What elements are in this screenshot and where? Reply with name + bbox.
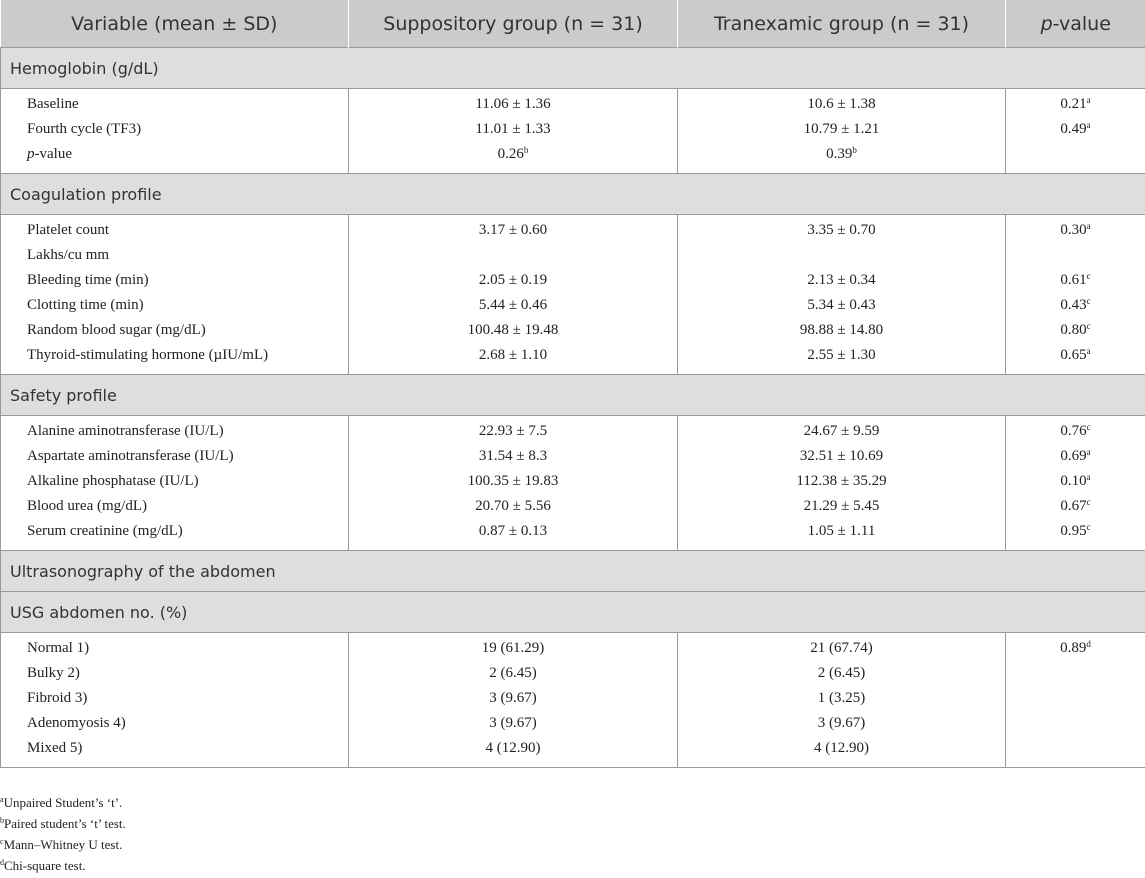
suppository-value: 2.68 ± 1.10	[349, 343, 678, 375]
footnote-mark: a	[0, 795, 4, 804]
row-label: Bulky 2)	[1, 661, 349, 686]
table-row	[1, 215, 1145, 244]
row-label: Alanine aminotransferase (IU/L)	[1, 416, 349, 445]
tranexamic-value: 10.79 ± 1.21	[678, 117, 1006, 142]
suppository-value: 0.87 ± 0.13	[349, 519, 678, 551]
table-row	[1, 469, 1145, 494]
row-label: Platelet count	[1, 215, 349, 244]
tranexamic-value: 24.67 ± 9.59	[678, 416, 1006, 445]
p-value: 0.61	[1060, 272, 1087, 288]
p-value-cell	[1006, 711, 1145, 736]
footnote-mark: c	[0, 837, 4, 846]
suppository-value: 3.17 ± 0.60	[349, 215, 678, 244]
suppository-value: 22.93 ± 7.5	[349, 416, 678, 445]
p-rest: -value	[34, 146, 72, 162]
header-p-rest: -value	[1052, 12, 1111, 35]
row-label: Clotting time (min)	[1, 293, 349, 318]
row-label: Thyroid-stimulating hormone (µIU/mL)	[1, 343, 349, 375]
section-row-safety	[1, 375, 1145, 416]
row-label: Random blood sugar (mg/dL)	[1, 318, 349, 343]
p-note: c	[1086, 422, 1091, 432]
row-label: Alkaline phosphatase (IU/L)	[1, 469, 349, 494]
suppository-value: 2.05 ± 0.19	[349, 268, 678, 293]
p-value-cell	[1006, 633, 1145, 662]
table-row	[1, 736, 1145, 768]
p-italic: p	[27, 146, 35, 162]
p-value: 0.69	[1060, 448, 1087, 464]
table-row	[1, 661, 1145, 686]
p-note: a	[1086, 447, 1091, 457]
header-p-value	[1006, 0, 1145, 48]
tranexamic-value: 10.6 ± 1.38	[678, 89, 1006, 118]
suppository-value: 4 (12.90)	[349, 736, 678, 768]
section-title: Coagulation profile	[1, 174, 1145, 215]
p-value-cell	[1006, 519, 1145, 551]
p-value-cell	[1006, 117, 1145, 142]
tranexamic-value: 98.88 ± 14.80	[678, 318, 1006, 343]
p-value-cell	[1006, 494, 1145, 519]
table-row	[1, 711, 1145, 736]
tranexamic-value: 1 (3.25)	[678, 686, 1006, 711]
suppository-value: 3 (9.67)	[349, 686, 678, 711]
header-suppository-group: Suppository group (n = 31)	[349, 0, 678, 48]
footnote-mark: d	[0, 858, 4, 867]
p-value: 0.67	[1060, 498, 1087, 514]
footnote-text: Unpaired Student’s ‘t’.	[3, 795, 123, 810]
p-value-cell	[1006, 469, 1145, 494]
row-label: Bleeding time (min)	[1, 268, 349, 293]
p-note: c	[1086, 271, 1091, 281]
row-label: Baseline	[1, 89, 349, 118]
table-row	[1, 243, 1145, 268]
section-title: Ultrasonography of the abdomen	[1, 551, 1145, 592]
section-title: Hemoglobin (g/dL)	[1, 48, 1145, 89]
section-title: USG abdomen no. (%)	[1, 592, 1145, 633]
table-row	[1, 268, 1145, 293]
suppository-value: 20.70 ± 5.56	[349, 494, 678, 519]
p-value: 0.89	[1060, 640, 1087, 656]
tranexamic-value-cell	[678, 142, 1006, 174]
table-row	[1, 89, 1145, 118]
p-value: 0.10	[1060, 473, 1087, 489]
suppository-note: b	[523, 145, 529, 155]
tranexamic-value: 2.13 ± 0.34	[678, 268, 1006, 293]
p-value-cell	[1006, 736, 1145, 768]
p-value-cell	[1006, 268, 1145, 293]
tranexamic-value	[678, 243, 1006, 268]
footnote	[0, 813, 126, 834]
section-row-hemoglobin	[1, 48, 1145, 89]
footnote-text: Paired student’s ‘t’ test.	[4, 816, 126, 831]
tranexamic-value: 3 (9.67)	[678, 711, 1006, 736]
p-note: c	[1086, 321, 1091, 331]
table-row	[1, 444, 1145, 469]
table-row	[1, 117, 1145, 142]
tranexamic-value: 32.51 ± 10.69	[678, 444, 1006, 469]
row-label: Aspartate aminotransferase (IU/L)	[1, 444, 349, 469]
p-value-cell	[1006, 661, 1145, 686]
row-label: Fourth cycle (TF3)	[1, 117, 349, 142]
p-value-cell	[1006, 243, 1145, 268]
p-note: c	[1086, 497, 1091, 507]
p-value-cell	[1006, 686, 1145, 711]
footnote	[0, 792, 126, 813]
row-label: Fibroid 3)	[1, 686, 349, 711]
p-value: 0.95	[1060, 523, 1087, 539]
tranexamic-value: 0.39	[826, 146, 853, 162]
suppository-value: 100.35 ± 19.83	[349, 469, 678, 494]
tranexamic-value: 2 (6.45)	[678, 661, 1006, 686]
footnote-mark: b	[0, 816, 4, 825]
p-value: 0.65	[1060, 347, 1087, 363]
p-value-cell	[1006, 416, 1145, 445]
p-value: 0.43	[1060, 297, 1087, 313]
suppository-value: 19 (61.29)	[349, 633, 678, 662]
tranexamic-value: 4 (12.90)	[678, 736, 1006, 768]
table-row	[1, 416, 1145, 445]
row-label: Blood urea (mg/dL)	[1, 494, 349, 519]
suppository-value: 11.06 ± 1.36	[349, 89, 678, 118]
suppository-value-cell	[349, 142, 678, 174]
row-label: Mixed 5)	[1, 736, 349, 768]
table-row	[1, 318, 1145, 343]
suppository-value	[349, 243, 678, 268]
footnote-text: Chi-square test.	[4, 858, 86, 873]
header-p-italic: p	[1040, 12, 1053, 35]
p-value: 0.80	[1060, 322, 1087, 338]
tranexamic-value: 21 (67.74)	[678, 633, 1006, 662]
table-row	[1, 494, 1145, 519]
p-note: a	[1086, 95, 1091, 105]
row-label: Lakhs/cu mm	[1, 243, 349, 268]
p-value: 0.30	[1060, 222, 1087, 238]
p-value-cell	[1006, 343, 1145, 375]
p-note: a	[1086, 472, 1091, 482]
tranexamic-value: 21.29 ± 5.45	[678, 494, 1006, 519]
p-value-cell	[1006, 293, 1145, 318]
tranexamic-value: 112.38 ± 35.29	[678, 469, 1006, 494]
footnotes	[0, 792, 126, 876]
table-row	[1, 343, 1145, 375]
row-label	[1, 142, 349, 174]
table-row	[1, 293, 1145, 318]
suppository-value: 2 (6.45)	[349, 661, 678, 686]
p-value-cell	[1006, 318, 1145, 343]
suppository-value: 11.01 ± 1.33	[349, 117, 678, 142]
footnote	[0, 834, 126, 855]
p-note: a	[1086, 346, 1091, 356]
p-value: 0.76	[1060, 423, 1087, 439]
table-row	[1, 633, 1145, 662]
tranexamic-value: 2.55 ± 1.30	[678, 343, 1006, 375]
tranexamic-value: 5.34 ± 0.43	[678, 293, 1006, 318]
p-note: d	[1086, 639, 1091, 649]
header-variable: Variable (mean ± SD)	[1, 0, 349, 48]
row-label: Normal 1)	[1, 633, 349, 662]
row-label: Serum creatinine (mg/dL)	[1, 519, 349, 551]
p-note: a	[1086, 221, 1091, 231]
p-value-cell	[1006, 444, 1145, 469]
suppository-value: 100.48 ± 19.48	[349, 318, 678, 343]
tranexamic-value: 1.05 ± 1.11	[678, 519, 1006, 551]
row-label: Adenomyosis 4)	[1, 711, 349, 736]
section-row-ultrasonography	[1, 551, 1145, 592]
header-tranexamic-group: Tranexamic group (n = 31)	[678, 0, 1006, 48]
tranexamic-value: 3.35 ± 0.70	[678, 215, 1006, 244]
footnote-text: Mann–Whitney U test.	[3, 837, 123, 852]
tranexamic-note: b	[852, 145, 857, 155]
table-row	[1, 519, 1145, 551]
section-title: Safety profile	[1, 375, 1145, 416]
suppository-value: 3 (9.67)	[349, 711, 678, 736]
p-note: c	[1086, 296, 1091, 306]
p-value-cell	[1006, 89, 1145, 118]
table-row	[1, 686, 1145, 711]
table-row	[1, 142, 1145, 174]
p-note: a	[1086, 120, 1091, 130]
p-value: 0.49	[1060, 121, 1087, 137]
p-value-cell	[1006, 215, 1145, 244]
section-row-coagulation	[1, 174, 1145, 215]
p-value: 0.21	[1060, 96, 1087, 112]
suppository-value: 5.44 ± 0.46	[349, 293, 678, 318]
section-row-usg	[1, 592, 1145, 633]
p-value-cell	[1006, 142, 1145, 174]
suppository-value: 0.26	[497, 146, 524, 162]
suppository-value: 31.54 ± 8.3	[349, 444, 678, 469]
p-note: c	[1086, 522, 1091, 532]
footnote	[0, 855, 126, 876]
header-row	[1, 0, 1145, 48]
